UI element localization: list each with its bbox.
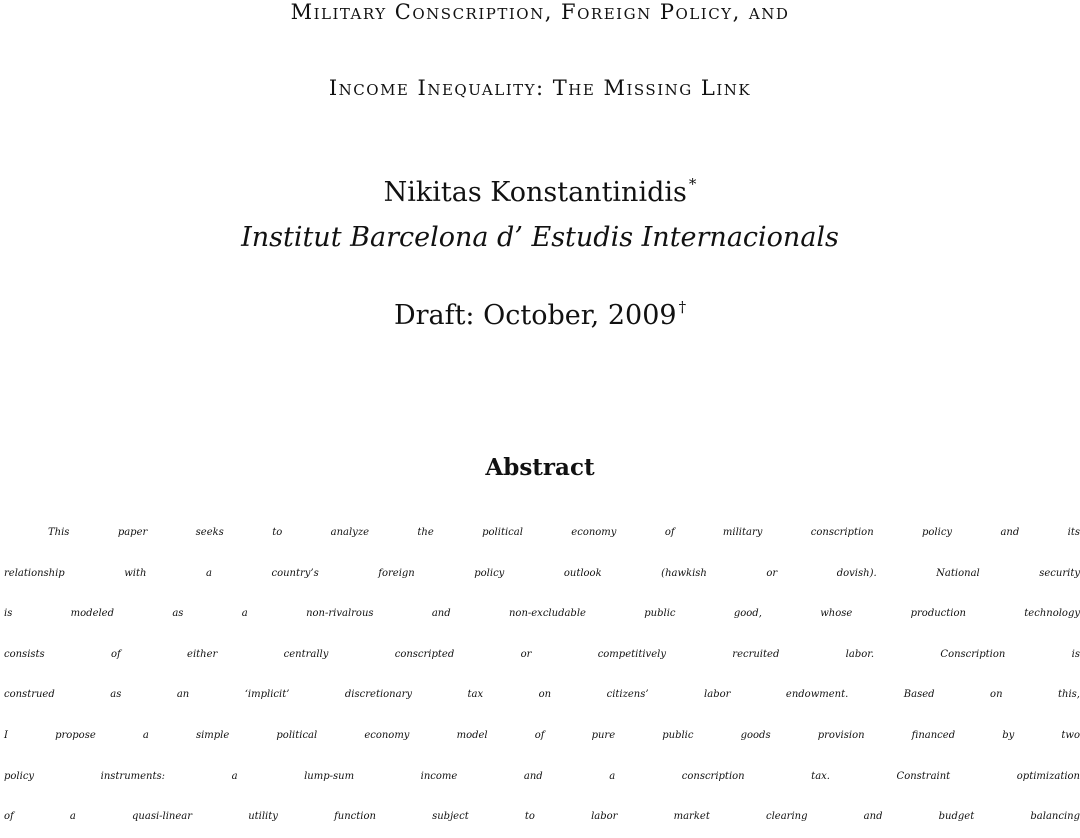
author-footnote-mark[interactable]: *: [688, 175, 697, 193]
abstract-line: of a quasi-linear utility function subject to labor market clearing and budget balancing: [4, 811, 1080, 823]
abstract-line: construed as an ‘implicit’ discretionary tax on citizens’ labor endowment. Based on this,: [4, 689, 1080, 701]
abstract-line: I propose a simple political economy model of pure public goods provision financed by two: [4, 729, 1080, 741]
author-block: [0, 177, 1080, 206]
author-name: Nikitas Konstantinidis: [383, 177, 687, 208]
draft-date-block: [0, 300, 1080, 329]
draft-footnote-mark[interactable]: †: [678, 298, 687, 316]
abstract-line: relationship with a country’s foreign policy outlook (hawkish or dovish). National security: [4, 567, 1080, 579]
abstract-line: consists of either centrally conscripted or competitively recruited labor. Conscription is: [4, 648, 1080, 660]
draft-date: Draft: October, 2009: [393, 300, 677, 331]
paper-title-line-2: Income Inequality: The Missing Link: [328, 76, 752, 100]
abstract-line: policy instruments: a lump-sum income and a conscription tax. Constraint optimization: [4, 770, 1080, 782]
abstract-heading: Abstract: [485, 454, 595, 481]
abstract-body: [4, 513, 1080, 838]
paper-title-line-1: Military Conscription, Foreign Policy, and: [290, 0, 790, 24]
abstract-line: is modeled as a non-rivalrous and non-excludable public good, whose production technology: [4, 608, 1080, 620]
abstract-line: This paper seeks to analyze the political economy of military conscription policy and its: [48, 527, 1080, 538]
author-affiliation: Institut Barcelona d’ Estudis Internacionals: [241, 222, 839, 253]
